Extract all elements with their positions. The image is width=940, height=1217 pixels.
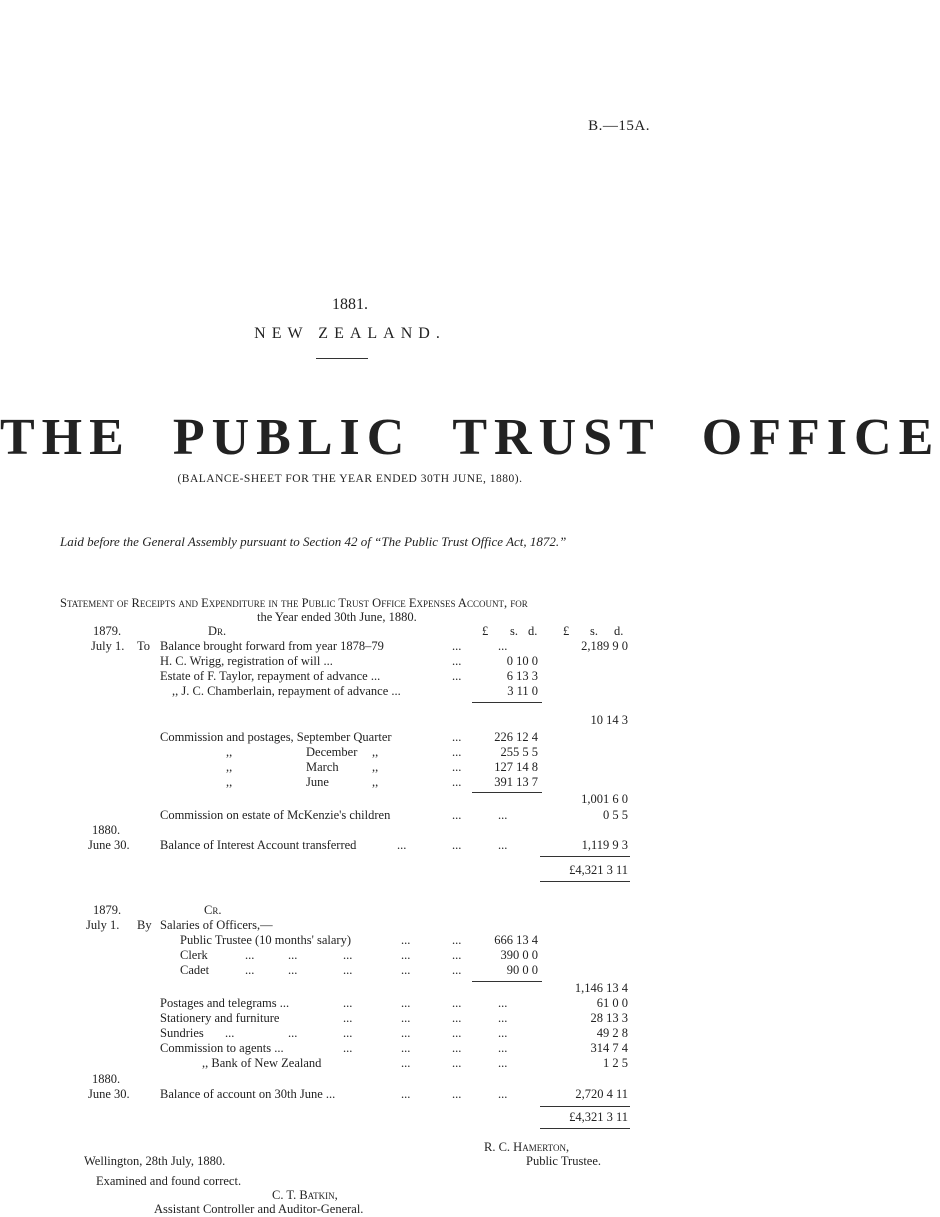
cr-by: By (137, 918, 152, 932)
leader-dots: ... (343, 1026, 353, 1040)
year-row (0, 823, 700, 839)
leader-dots: ... (343, 948, 353, 962)
inner-amount: 127 14 8 (494, 760, 538, 774)
leader-dots: ... (452, 775, 462, 789)
leader-dots: ... (452, 1011, 462, 1025)
inner-amount: 226 12 4 (494, 730, 538, 744)
leader-dots: ... (452, 639, 462, 653)
dr-to: To (137, 639, 151, 653)
dr-year2: 1880. (92, 823, 121, 837)
year-row (0, 1072, 700, 1088)
outer-amount: 49 2 8 (596, 1026, 628, 1040)
leader-dots: ... (452, 996, 462, 1010)
entry-label: Commission on estate of McKenzie's children (160, 808, 391, 822)
ditto-mark: ,, (372, 745, 379, 759)
dr-heading: Dr. (208, 624, 227, 638)
total-rule (540, 856, 630, 857)
leader-dots: ... (343, 1041, 353, 1055)
leader-dots: ... (452, 1041, 462, 1055)
leader-dots: ... (452, 730, 462, 744)
entry-label: Balance brought forward from year 1878–79 (160, 639, 384, 653)
ledger-row (0, 808, 700, 824)
col-shilling-total: s. (590, 624, 598, 638)
entry-label: Cadet (180, 963, 210, 977)
divider (316, 358, 368, 359)
outer-amount: 28 13 3 (590, 1011, 628, 1025)
auditor-title: Assistant Controller and Auditor-General. (154, 1202, 364, 1216)
outer-amount: 10 14 3 (590, 713, 628, 727)
cr-date: July 1. (86, 918, 120, 932)
ledger-row (0, 654, 700, 670)
ditto-mark: ,, (226, 760, 233, 774)
leader-dots: ... (401, 948, 411, 962)
leader-dots: ... (288, 1026, 298, 1040)
entry-label: June (306, 775, 329, 789)
entry-label: Balance of Interest Account transferred (160, 838, 357, 852)
leader-dots: ... (401, 1011, 411, 1025)
page-title: THE PUBLIC TRUST OFFICE (0, 409, 940, 466)
leader-dots: ... (288, 963, 298, 977)
total-rule (540, 1128, 630, 1129)
ledger-row (0, 838, 700, 854)
leader-dots: ... (452, 948, 462, 962)
entry-label: Commission to agents ... (160, 1041, 284, 1055)
leader-dots: ... (452, 808, 462, 822)
leader-dots: ... (401, 1026, 411, 1040)
outer-amount: 1 2 5 (603, 1056, 628, 1070)
outer-amount: 2,720 4 11 (575, 1087, 628, 1101)
entry-label: Stationery and furniture (160, 1011, 280, 1025)
dr-date: July 1. (91, 639, 125, 653)
page-subtitle: (BALANCE-SHEET FOR THE YEAR ENDED 30TH JUNE, 1880). (177, 473, 523, 485)
leader-dots: ... (452, 745, 462, 759)
entry-label: December (306, 745, 358, 759)
entry-label: H. C. Wrigg, registration of will ... (160, 654, 333, 668)
leader-dots: ... (401, 1041, 411, 1055)
document-reference: B.—15A. (588, 118, 650, 134)
leader-dots: ... (498, 1011, 508, 1025)
trustee-title: Public Trustee. (526, 1154, 602, 1168)
col-pence-total: d. (614, 624, 624, 638)
subtotal-row (0, 981, 700, 997)
leader-dots: ... (452, 669, 462, 683)
leader-dots: ... (245, 963, 255, 977)
auditor-name: C. T. Batkin, (272, 1188, 338, 1202)
leader-dots: ... (245, 948, 255, 962)
entry-label: Postages and telegrams ... (160, 996, 290, 1010)
entry-label: Public Trustee (10 months' salary) (180, 933, 351, 947)
leader-dots: ... (401, 963, 411, 977)
entry-label: Estate of F. Taylor, repayment of advance ... (160, 669, 381, 683)
ledger-row (0, 948, 700, 964)
country-heading: NEW ZEALAND. (254, 325, 446, 342)
leader-dots: ... (288, 948, 298, 962)
ledger-row (0, 933, 700, 949)
ledger-row (0, 996, 700, 1012)
subtotal-rule (472, 702, 542, 703)
col-pound: £ (482, 624, 489, 638)
cr-heading: Cr. (204, 903, 222, 917)
ledger-row (0, 760, 700, 776)
leader-dots: ... (452, 1026, 462, 1040)
ditto-mark: ,, (226, 745, 233, 759)
leader-dots: ... (452, 838, 462, 852)
ledger-row (0, 1041, 700, 1057)
leader-dots: ... (452, 933, 462, 947)
leader-dots: ... (452, 654, 462, 668)
leader-dots: ... (498, 1056, 508, 1070)
entry-label: ,, Bank of New Zealand (202, 1056, 322, 1070)
leader-dots: ... (401, 1056, 411, 1070)
outer-amount: 0 5 5 (603, 808, 628, 822)
place-date: Wellington, 28th July, 1880. (84, 1154, 226, 1168)
leader-dots: ... (343, 996, 353, 1010)
inner-amount: 6 13 3 (506, 669, 538, 683)
ditto-mark: ,, (372, 760, 379, 774)
cr-total: £4,321 3 11 (569, 1110, 628, 1124)
col-pence: d. (528, 624, 538, 638)
leader-dots: ... (498, 1087, 508, 1101)
ditto-mark: ,, (372, 775, 379, 789)
inner-amount: 390 0 0 (500, 948, 538, 962)
statement-subheading: the Year ended 30th June, 1880. (257, 610, 417, 624)
cr-header-row (0, 903, 700, 919)
col-shilling: s. (510, 624, 518, 638)
entry-label: Commission and postages, September Quarter (160, 730, 392, 744)
col-pound-total: £ (563, 624, 570, 638)
leader-dots: ... (225, 1026, 235, 1040)
document-year: 1881. (332, 296, 368, 313)
cr-date2: June 30. (88, 1087, 130, 1101)
subtotal-row (0, 713, 700, 729)
leader-dots: ... (498, 996, 508, 1010)
ledger-row (0, 730, 700, 746)
leader-dots: ... (343, 1011, 353, 1025)
leader-dots: ... (498, 808, 508, 822)
ledger-row (0, 1026, 700, 1042)
dr-header-row (0, 624, 700, 640)
leader-dots: ... (452, 1056, 462, 1070)
ledger-row (0, 684, 700, 700)
leader-dots: ... (452, 1087, 462, 1101)
entry-label: Balance of account on 30th June ... (160, 1087, 336, 1101)
dr-date2: June 30. (88, 838, 130, 852)
outer-amount: 1,146 13 4 (574, 981, 628, 995)
ledger-row (0, 918, 700, 934)
total-row (0, 863, 700, 879)
ledger-row (0, 669, 700, 685)
cr-year: 1879. (93, 903, 122, 917)
ledger-row (0, 775, 700, 791)
cr-year2: 1880. (92, 1072, 121, 1086)
entry-label: Clerk (180, 948, 208, 962)
inner-amount: ... (498, 639, 508, 653)
dr-year: 1879. (93, 624, 122, 638)
outer-amount: 2,189 9 0 (581, 639, 628, 653)
leader-dots: ... (401, 1087, 411, 1101)
outer-amount: 1,119 9 3 (581, 838, 628, 852)
ledger-row (0, 745, 700, 761)
ledger-row (0, 963, 700, 979)
entry-label: ,, J. C. Chamberlain, repayment of advance ... (172, 684, 401, 698)
ledger-row (0, 1011, 700, 1027)
dr-total: £4,321 3 11 (569, 863, 628, 877)
inner-amount: 255 5 5 (500, 745, 538, 759)
inner-amount: 666 13 4 (494, 933, 538, 947)
leader-dots: ... (401, 996, 411, 1010)
inner-amount: 90 0 0 (506, 963, 538, 977)
leader-dots: ... (452, 760, 462, 774)
inner-amount: 391 13 7 (494, 775, 538, 789)
total-rule (540, 881, 630, 882)
leader-dots: ... (498, 838, 508, 852)
ledger-row (0, 639, 700, 655)
entry-label: Salaries of Officers,— (160, 918, 273, 932)
ledger-row (0, 1056, 700, 1072)
statement-heading: Statement of Receipts and Expenditure in the Public Trust Office Expenses Account, for (60, 596, 528, 610)
entry-label: March (306, 760, 339, 774)
laid-before-note: Laid before the General Assembly pursuant to Section 42 of “The Public Trust Office Act, 1872.” (60, 534, 567, 549)
ditto-mark: ,, (226, 775, 233, 789)
trustee-name: R. C. Hamerton, (484, 1140, 570, 1154)
leader-dots: ... (397, 838, 407, 852)
total-row (0, 1110, 700, 1126)
ledger-row (0, 1087, 700, 1103)
inner-amount: 0 10 0 (506, 654, 538, 668)
examined-note: Examined and found correct. (96, 1174, 242, 1188)
leader-dots: ... (452, 963, 462, 977)
outer-amount: 61 0 0 (596, 996, 628, 1010)
inner-amount: 3 11 0 (507, 684, 538, 698)
leader-dots: ... (343, 963, 353, 977)
leader-dots: ... (498, 1026, 508, 1040)
leader-dots: ... (498, 1041, 508, 1055)
leader-dots: ... (401, 933, 411, 947)
subtotal-row (0, 792, 700, 808)
total-rule (540, 1106, 630, 1107)
outer-amount: 1,001 6 0 (581, 792, 628, 806)
entry-label: Sundries (160, 1026, 204, 1040)
outer-amount: 314 7 4 (590, 1041, 628, 1055)
